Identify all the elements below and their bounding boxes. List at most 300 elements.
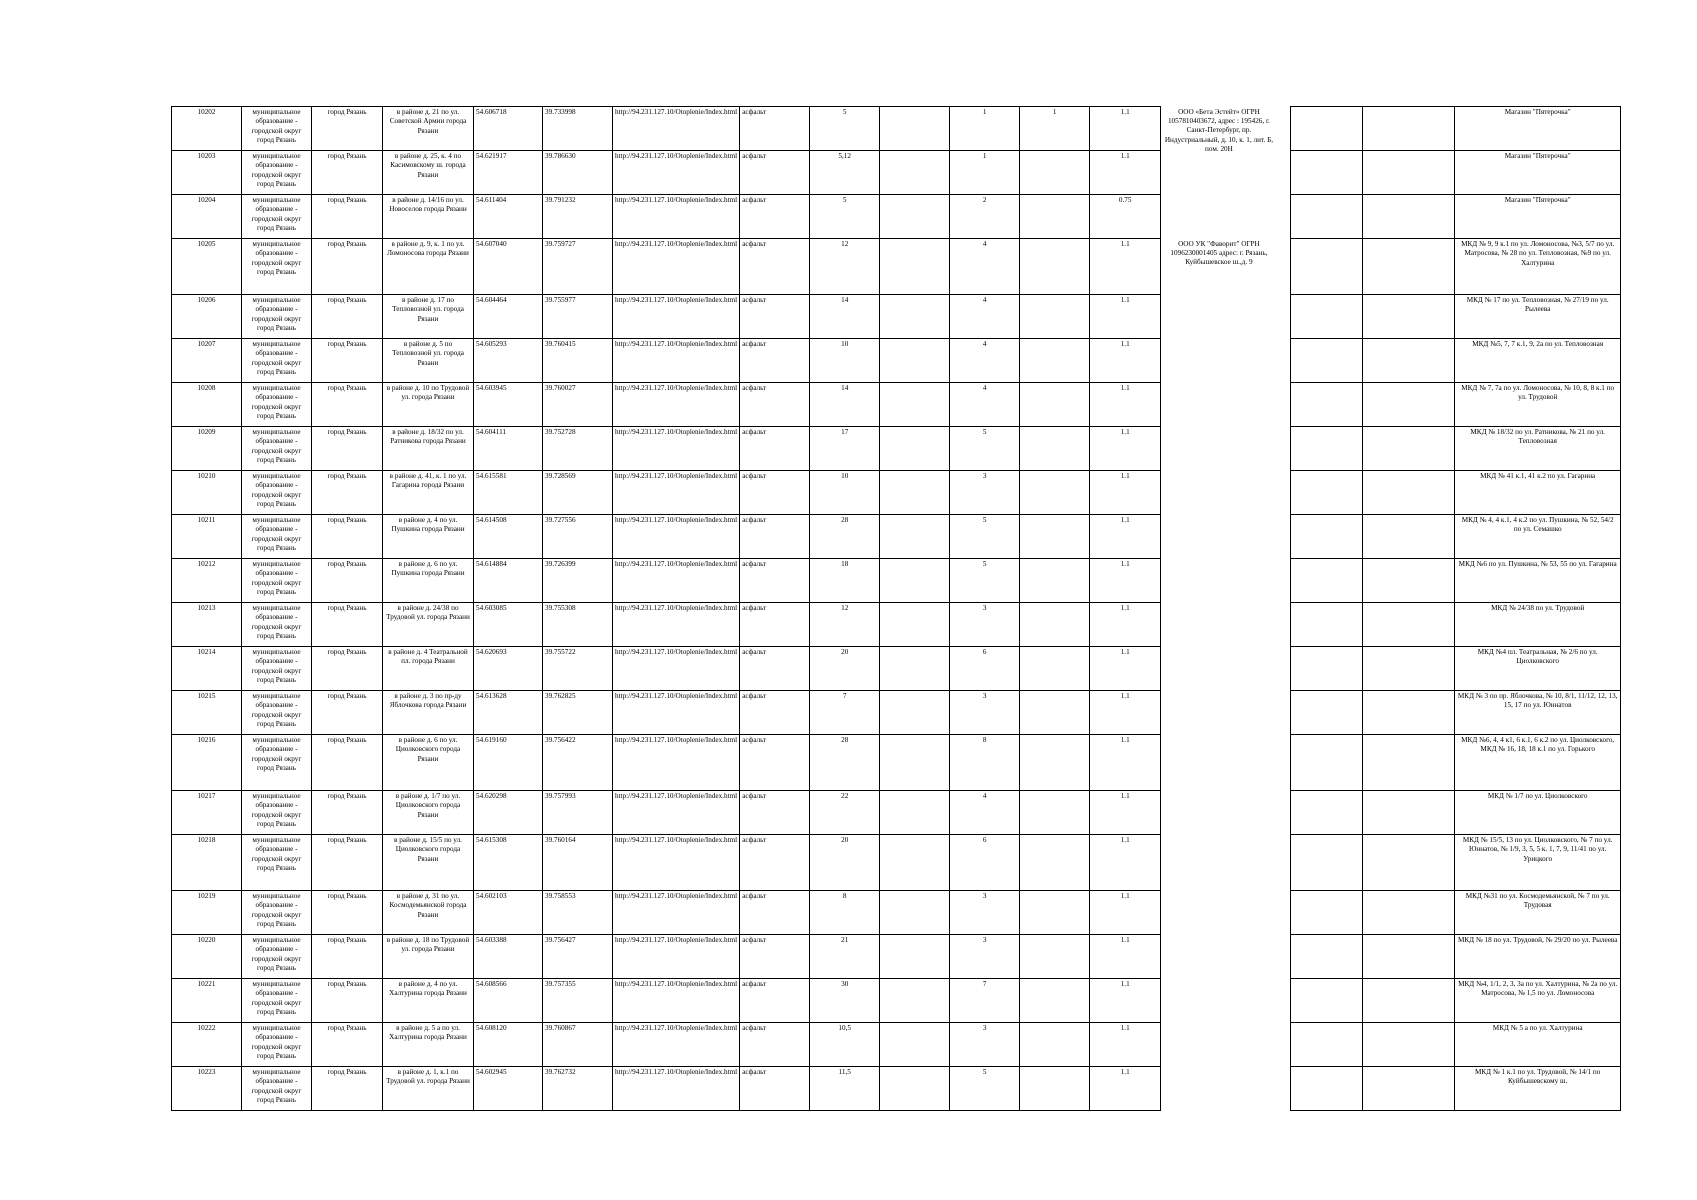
container-volume-cell: 1.1 <box>1090 1067 1161 1111</box>
container-volume-cell: 1.1 <box>1090 791 1161 835</box>
empty-cell <box>880 107 950 151</box>
empty-cell <box>1363 979 1455 1023</box>
longitude-cell: 39.760027 <box>543 383 613 427</box>
container-volume-cell: 1.1 <box>1090 471 1161 515</box>
area-cell: 20 <box>810 835 880 891</box>
address-cell: в районе д. 9, к. 1 по ул. Ломоносова города Рязани <box>383 239 474 295</box>
object-id-cell: 10222 <box>172 1023 242 1067</box>
extra-count-cell <box>1020 979 1090 1023</box>
waste-source-cell: МКД № 17 по ул. Тепловозная, № 27/19 по ул. Рылеева <box>1455 295 1621 339</box>
empty-cell <box>1363 151 1455 195</box>
waste-source-cell: МКД № 1 к.1 по ул. Трудовой, № 14/1 по Куйбышевскому ш. <box>1455 1067 1621 1111</box>
town-cell: город Рязань <box>312 935 383 979</box>
object-id-cell: 10223 <box>172 1067 242 1111</box>
municipality-cell: муниципальное образование - городской округ город Рязань <box>242 107 312 151</box>
latitude-cell: 54.604464 <box>474 295 543 339</box>
town-cell: город Рязань <box>312 791 383 835</box>
address-cell: в районе д. 15/5 по ул. Циолковского города Рязани <box>383 835 474 891</box>
object-id-cell: 10206 <box>172 295 242 339</box>
extra-count-cell <box>1020 835 1090 891</box>
surface-cell: асфальт <box>740 1023 810 1067</box>
waste-source-cell: МКД № 7, 7а по ул. Ломоносова, № 10, 8, 8 к.1 по ул. Трудовой <box>1455 383 1621 427</box>
latitude-cell: 54.615308 <box>474 835 543 891</box>
longitude-cell: 39.755308 <box>543 603 613 647</box>
table-row <box>172 1023 1621 1067</box>
extra-count-cell <box>1020 891 1090 935</box>
latitude-cell: 54.621917 <box>474 151 543 195</box>
container-volume-cell: 1.1 <box>1090 295 1161 339</box>
longitude-cell: 39.791232 <box>543 195 613 239</box>
object-id-cell: 10219 <box>172 891 242 935</box>
table-row <box>172 339 1621 383</box>
latitude-cell: 54.603085 <box>474 603 543 647</box>
waste-source-cell: МКД № 18/32 по ул. Ратникова, № 21 по ул. Тепловозная <box>1455 427 1621 471</box>
empty-cell <box>1291 427 1363 471</box>
empty-cell <box>1363 1067 1455 1111</box>
empty-cell <box>880 295 950 339</box>
address-cell: в районе д. 5 по Тепловозной ул. города Рязани <box>383 339 474 383</box>
object-id-cell: 10209 <box>172 427 242 471</box>
extra-count-cell <box>1020 559 1090 603</box>
empty-cell <box>1363 791 1455 835</box>
empty-cell <box>880 427 950 471</box>
empty-cell <box>1291 295 1363 339</box>
table-row <box>172 1067 1621 1111</box>
empty-cell <box>1363 107 1455 151</box>
empty-cell <box>1363 603 1455 647</box>
municipality-cell: муниципальное образование - городской округ город Рязань <box>242 603 312 647</box>
empty-cell <box>880 979 950 1023</box>
longitude-cell: 39.786630 <box>543 151 613 195</box>
extra-count-cell <box>1020 471 1090 515</box>
empty-cell <box>1291 735 1363 791</box>
column-gap <box>1277 107 1291 1111</box>
latitude-cell: 54.608120 <box>474 1023 543 1067</box>
longitude-cell: 39.759727 <box>543 239 613 295</box>
area-cell: 5 <box>810 195 880 239</box>
area-cell: 8 <box>810 891 880 935</box>
area-cell: 21 <box>810 935 880 979</box>
surface-cell: асфальт <box>740 107 810 151</box>
extra-count-cell <box>1020 295 1090 339</box>
area-cell: 11,5 <box>810 1067 880 1111</box>
object-id-cell: 10220 <box>172 935 242 979</box>
waste-source-cell: МКД №6, 4, 4 к1, 6 к.1, 6 к.2 по ул. Циолковского, МКД № 16, 18, 18 к.1 по ул. Горького <box>1455 735 1621 791</box>
empty-cell <box>1291 383 1363 427</box>
town-cell: город Рязань <box>312 195 383 239</box>
table-row <box>172 935 1621 979</box>
container-volume-cell: 0.75 <box>1090 195 1161 239</box>
town-cell: город Рязань <box>312 979 383 1023</box>
municipality-cell: муниципальное образование - городской округ город Рязань <box>242 471 312 515</box>
surface-cell: асфальт <box>740 295 810 339</box>
waste-source-cell: МКД № 18 по ул. Трудовой, № 29/20 по ул. Рылеева <box>1455 935 1621 979</box>
area-cell: 22 <box>810 791 880 835</box>
container-volume-cell: 1.1 <box>1090 559 1161 603</box>
url-cell: http://94.231.127.10/Otoplenie/Index.html <box>613 471 740 515</box>
empty-cell <box>1363 239 1455 295</box>
empty-cell <box>1363 1023 1455 1067</box>
container-count-cell: 7 <box>950 979 1020 1023</box>
empty-cell <box>1363 735 1455 791</box>
url-cell: http://94.231.127.10/Otoplenie/Index.html <box>613 935 740 979</box>
waste-source-cell: МКД № 5 а по ул. Халтурина <box>1455 1023 1621 1067</box>
container-volume-cell: 1.1 <box>1090 891 1161 935</box>
container-count-cell: 8 <box>950 735 1020 791</box>
surface-cell: асфальт <box>740 515 810 559</box>
empty-cell <box>1291 471 1363 515</box>
url-cell: http://94.231.127.10/Otoplenie/Index.html <box>613 1023 740 1067</box>
municipality-cell: муниципальное образование - городской округ город Рязань <box>242 339 312 383</box>
empty-cell <box>880 239 950 295</box>
latitude-cell: 54.620298 <box>474 791 543 835</box>
extra-count-cell <box>1020 383 1090 427</box>
surface-cell: асфальт <box>740 835 810 891</box>
municipality-cell: муниципальное образование - городской округ город Рязань <box>242 559 312 603</box>
longitude-cell: 39.755722 <box>543 647 613 691</box>
extra-count-cell <box>1020 515 1090 559</box>
empty-cell <box>1291 791 1363 835</box>
container-count-cell: 4 <box>950 339 1020 383</box>
waste-source-cell: МКД № 3 по пр. Яблочкова, № 10, 8/1, 11/12, 12, 13, 15, 17 по ул. Юннатов <box>1455 691 1621 735</box>
table-row <box>172 603 1621 647</box>
municipality-cell: муниципальное образование - городской округ город Рязань <box>242 427 312 471</box>
municipality-cell: муниципальное образование - городской округ город Рязань <box>242 295 312 339</box>
address-cell: в районе д. 17 по Тепловозной ул. города Рязани <box>383 295 474 339</box>
object-id-cell: 10202 <box>172 107 242 151</box>
object-id-cell: 10214 <box>172 647 242 691</box>
table-row <box>172 195 1621 239</box>
waste-source-cell: МКД № 1/7 по ул. Циолковского <box>1455 791 1621 835</box>
waste-source-cell: МКД № 4, 4 к.1, 4 к.2 по ул. Пушкина, № 52, 54/2 по ул. Семашко <box>1455 515 1621 559</box>
empty-cell <box>1291 195 1363 239</box>
surface-cell: асфальт <box>740 339 810 383</box>
empty-cell <box>880 691 950 735</box>
container-volume-cell: 1.1 <box>1090 339 1161 383</box>
longitude-cell: 39.760415 <box>543 339 613 383</box>
town-cell: город Рязань <box>312 1067 383 1111</box>
extra-count-cell <box>1020 195 1090 239</box>
area-cell: 10 <box>810 471 880 515</box>
area-cell: 17 <box>810 427 880 471</box>
table-row <box>172 471 1621 515</box>
address-cell: в районе д. 41, к. 1 по ул. Гагарина города Рязани <box>383 471 474 515</box>
town-cell: город Рязань <box>312 1023 383 1067</box>
object-id-cell: 10215 <box>172 691 242 735</box>
address-cell: в районе д. 1/7 по ул. Циолковского города Рязани <box>383 791 474 835</box>
area-cell: 30 <box>810 979 880 1023</box>
latitude-cell: 54.611404 <box>474 195 543 239</box>
waste-source-cell: МКД № 15/5, 13 по ул. Циолковского, № 7 по ул. Юннатов, № 1/9, 3, 5, 5 к. 1, 7, 9, 11/41 по ул. Урицкого <box>1455 835 1621 891</box>
empty-cell <box>880 647 950 691</box>
empty-cell <box>880 603 950 647</box>
empty-cell <box>880 1023 950 1067</box>
address-cell: в районе д. 14/16 по ул. Новоселов города Рязани <box>383 195 474 239</box>
extra-count-cell <box>1020 239 1090 295</box>
object-id-cell: 10216 <box>172 735 242 791</box>
waste-source-cell: МКД №5, 7, 7 к.1, 9, 2а по ул. Тепловозная <box>1455 339 1621 383</box>
url-cell: http://94.231.127.10/Otoplenie/Index.html <box>613 107 740 151</box>
url-cell: http://94.231.127.10/Otoplenie/Index.html <box>613 691 740 735</box>
empty-cell <box>1291 515 1363 559</box>
empty-cell <box>1291 339 1363 383</box>
town-cell: город Рязань <box>312 383 383 427</box>
municipality-cell: муниципальное образование - городской округ город Рязань <box>242 691 312 735</box>
town-cell: город Рязань <box>312 891 383 935</box>
container-count-cell: 3 <box>950 891 1020 935</box>
empty-cell <box>1363 339 1455 383</box>
table-row <box>172 295 1621 339</box>
empty-cell <box>1291 603 1363 647</box>
empty-cell <box>1291 935 1363 979</box>
municipality-cell: муниципальное образование - городской округ город Рязань <box>242 1067 312 1111</box>
container-count-cell: 4 <box>950 383 1020 427</box>
longitude-cell: 39.760164 <box>543 835 613 891</box>
empty-cell <box>880 339 950 383</box>
extra-count-cell <box>1020 1023 1090 1067</box>
address-cell: в районе д. 31 по ул. Космодемьянской города Рязани <box>383 891 474 935</box>
empty-cell <box>1363 835 1455 891</box>
extra-count-cell <box>1020 151 1090 195</box>
municipality-cell: муниципальное образование - городской округ город Рязань <box>242 791 312 835</box>
empty-cell <box>1291 979 1363 1023</box>
table-row <box>172 107 1621 151</box>
waste-source-cell: МКД № 24/38 по ул. Трудовой <box>1455 603 1621 647</box>
area-cell: 28 <box>810 515 880 559</box>
address-cell: в районе д. 1, к.1 по Трудовой ул. города Рязани <box>383 1067 474 1111</box>
latitude-cell: 54.614884 <box>474 559 543 603</box>
empty-cell <box>1291 647 1363 691</box>
empty-cell <box>1363 647 1455 691</box>
container-count-cell: 3 <box>950 471 1020 515</box>
container-volume-cell: 1.1 <box>1090 691 1161 735</box>
longitude-cell: 39.758553 <box>543 891 613 935</box>
surface-cell: асфальт <box>740 891 810 935</box>
container-volume-cell: 1.1 <box>1090 979 1161 1023</box>
longitude-cell: 39.762825 <box>543 691 613 735</box>
municipality-cell: муниципальное образование - городской округ город Рязань <box>242 1023 312 1067</box>
waste-source-cell: МКД №31 по ул. Космодемьянской, № 7 по ул. Трудовая <box>1455 891 1621 935</box>
address-cell: в районе д. 3 по пр-ду Яблочкова города Рязани <box>383 691 474 735</box>
table-row <box>172 835 1621 891</box>
object-id-cell: 10213 <box>172 603 242 647</box>
empty-cell <box>1291 835 1363 891</box>
container-count-cell: 5 <box>950 559 1020 603</box>
surface-cell: асфальт <box>740 195 810 239</box>
town-cell: город Рязань <box>312 151 383 195</box>
waste-source-cell: Магазин "Пятерочка" <box>1455 151 1621 195</box>
extra-count-cell: 1 <box>1020 107 1090 151</box>
municipality-cell: муниципальное образование - городской округ город Рязань <box>242 891 312 935</box>
longitude-cell: 39.726399 <box>543 559 613 603</box>
url-cell: http://94.231.127.10/Otoplenie/Index.html <box>613 383 740 427</box>
empty-cell <box>1363 891 1455 935</box>
container-count-cell: 4 <box>950 239 1020 295</box>
latitude-cell: 54.603945 <box>474 383 543 427</box>
latitude-cell: 54.620693 <box>474 647 543 691</box>
empty-cell <box>1363 427 1455 471</box>
longitude-cell: 39.752728 <box>543 427 613 471</box>
waste-source-cell: МКД №4, 1/1, 2, 3, 3а по ул. Халтурина, № 2а по ул. Матросова, № 1,5 по ул. Ломоносова <box>1455 979 1621 1023</box>
table-row <box>172 791 1621 835</box>
empty-cell <box>1291 891 1363 935</box>
municipality-cell: муниципальное образование - городской округ город Рязань <box>242 239 312 295</box>
empty-cell <box>1363 195 1455 239</box>
empty-cell <box>880 791 950 835</box>
table-row <box>172 239 1621 295</box>
container-count-cell: 3 <box>950 691 1020 735</box>
empty-cell <box>880 835 950 891</box>
container-volume-cell: 1.1 <box>1090 427 1161 471</box>
extra-count-cell <box>1020 791 1090 835</box>
extra-count-cell <box>1020 427 1090 471</box>
town-cell: город Рязань <box>312 691 383 735</box>
waste-source-cell: Магазин "Пятерочка" <box>1455 195 1621 239</box>
address-cell: в районе д. 4 Театральной пл. города Рязани <box>383 647 474 691</box>
area-cell: 12 <box>810 239 880 295</box>
town-cell: город Рязань <box>312 647 383 691</box>
waste-source-cell: МКД № 9, 9 к.1 по ул. Ломоносова, №3, 5/7 по ул. Матросова, № 28 по ул. Тепловозная, №9 по ул. Халтурина <box>1455 239 1621 295</box>
url-cell: http://94.231.127.10/Otoplenie/Index.html <box>613 891 740 935</box>
surface-cell: асфальт <box>740 979 810 1023</box>
table-row <box>172 427 1621 471</box>
town-cell: город Рязань <box>312 471 383 515</box>
container-volume-cell: 1.1 <box>1090 1023 1161 1067</box>
url-cell: http://94.231.127.10/Otoplenie/Index.html <box>613 427 740 471</box>
empty-cell <box>1363 295 1455 339</box>
empty-cell <box>1363 691 1455 735</box>
container-count-cell: 4 <box>950 295 1020 339</box>
empty-cell <box>1363 515 1455 559</box>
extra-count-cell <box>1020 735 1090 791</box>
extra-count-cell <box>1020 339 1090 383</box>
object-id-cell: 10208 <box>172 383 242 427</box>
container-count-cell: 5 <box>950 427 1020 471</box>
waste-source-cell: МКД №4 пл. Театральная, № 2/6 по ул. Циолковского <box>1455 647 1621 691</box>
latitude-cell: 54.603388 <box>474 935 543 979</box>
area-cell: 28 <box>810 735 880 791</box>
address-cell: в районе д. 10 по Трудовой ул. города Рязани <box>383 383 474 427</box>
longitude-cell: 39.760867 <box>543 1023 613 1067</box>
url-cell: http://94.231.127.10/Otoplenie/Index.html <box>613 1067 740 1111</box>
area-cell: 14 <box>810 295 880 339</box>
container-count-cell: 5 <box>950 515 1020 559</box>
object-id-cell: 10205 <box>172 239 242 295</box>
table-row <box>172 691 1621 735</box>
surface-cell: асфальт <box>740 239 810 295</box>
surface-cell: асфальт <box>740 559 810 603</box>
url-cell: http://94.231.127.10/Otoplenie/Index.html <box>613 647 740 691</box>
url-cell: http://94.231.127.10/Otoplenie/Index.html <box>613 559 740 603</box>
municipality-cell: муниципальное образование - городской округ город Рязань <box>242 735 312 791</box>
object-id-cell: 10218 <box>172 835 242 891</box>
container-count-cell: 1 <box>950 107 1020 151</box>
table-row <box>172 559 1621 603</box>
empty-cell <box>1291 151 1363 195</box>
container-count-cell: 1 <box>950 151 1020 195</box>
empty-cell <box>1291 107 1363 151</box>
object-id-cell: 10210 <box>172 471 242 515</box>
object-id-cell: 10212 <box>172 559 242 603</box>
table-row <box>172 979 1621 1023</box>
owner-cell: ООО «Бета Эстейт» ОГРН 1057810403672, адрес : 195426, г. Санкт-Петербург, пр. Индустриальный, д. 10, к. 1, лит. Б, пом. 20Н <box>1164 107 1274 153</box>
area-cell: 5 <box>810 107 880 151</box>
container-count-cell: 2 <box>950 195 1020 239</box>
latitude-cell: 54.607040 <box>474 239 543 295</box>
surface-cell: асфальт <box>740 151 810 195</box>
object-id-cell: 10217 <box>172 791 242 835</box>
surface-cell: асфальт <box>740 603 810 647</box>
address-cell: в районе д. 4 по ул. Халтурина города Рязани <box>383 979 474 1023</box>
empty-cell <box>1363 471 1455 515</box>
address-cell: в районе д. 6 по ул. Циолковского города Рязани <box>383 735 474 791</box>
waste-source-cell: МКД №6 по ул. Пушкина, № 53, 55 по ул. Гагарина <box>1455 559 1621 603</box>
latitude-cell: 54.602945 <box>474 1067 543 1111</box>
empty-cell <box>880 471 950 515</box>
container-count-cell: 3 <box>950 1023 1020 1067</box>
latitude-cell: 54.605293 <box>474 339 543 383</box>
surface-cell: асфальт <box>740 735 810 791</box>
owner-cell: ООО УК "Фаворит" ОГРН 1096230001405 адрес: г. Рязань, Куйбышевское ш.,д. 9 <box>1170 239 1268 267</box>
longitude-cell: 39.756422 <box>543 735 613 791</box>
area-cell: 10,5 <box>810 1023 880 1067</box>
url-cell: http://94.231.127.10/Otoplenie/Index.html <box>613 515 740 559</box>
object-id-cell: 10221 <box>172 979 242 1023</box>
surface-cell: асфальт <box>740 647 810 691</box>
url-cell: http://94.231.127.10/Otoplenie/Index.html <box>613 239 740 295</box>
object-id-cell: 10203 <box>172 151 242 195</box>
latitude-cell: 54.604111 <box>474 427 543 471</box>
empty-cell <box>1363 383 1455 427</box>
container-volume-cell: 1.1 <box>1090 239 1161 295</box>
latitude-cell: 54.613628 <box>474 691 543 735</box>
empty-cell <box>1291 239 1363 295</box>
data-table <box>171 106 1621 1111</box>
town-cell: город Рязань <box>312 239 383 295</box>
address-cell: в районе д. 5 а по ул. Халтурина города Рязани <box>383 1023 474 1067</box>
town-cell: город Рязань <box>312 735 383 791</box>
latitude-cell: 54.619160 <box>474 735 543 791</box>
object-id-cell: 10207 <box>172 339 242 383</box>
table-row <box>172 735 1621 791</box>
object-id-cell: 10204 <box>172 195 242 239</box>
empty-cell <box>880 935 950 979</box>
town-cell: город Рязань <box>312 295 383 339</box>
surface-cell: асфальт <box>740 791 810 835</box>
object-id-cell: 10211 <box>172 515 242 559</box>
municipality-cell: муниципальное образование - городской округ город Рязань <box>242 647 312 691</box>
extra-count-cell <box>1020 603 1090 647</box>
surface-cell: асфальт <box>740 935 810 979</box>
url-cell: http://94.231.127.10/Otoplenie/Index.html <box>613 339 740 383</box>
address-cell: в районе д. 21 по ул. Советской Армии города Рязани <box>383 107 474 151</box>
area-cell: 10 <box>810 339 880 383</box>
address-cell: в районе д. 24/38 по Трудовой ул. города Рязани <box>383 603 474 647</box>
table-row <box>172 891 1621 935</box>
container-count-cell: 6 <box>950 835 1020 891</box>
container-count-cell: 6 <box>950 647 1020 691</box>
town-cell: город Рязань <box>312 515 383 559</box>
municipality-cell: муниципальное образование - городской округ город Рязань <box>242 195 312 239</box>
address-cell: в районе д. 18 по Трудовой ул. города Рязани <box>383 935 474 979</box>
address-cell: в районе д. 6 по ул. Пушкина города Рязани <box>383 559 474 603</box>
area-cell: 12 <box>810 603 880 647</box>
url-cell: http://94.231.127.10/Otoplenie/Index.html <box>613 835 740 891</box>
area-cell: 20 <box>810 647 880 691</box>
area-cell: 7 <box>810 691 880 735</box>
url-cell: http://94.231.127.10/Otoplenie/Index.html <box>613 735 740 791</box>
container-volume-cell: 1.1 <box>1090 515 1161 559</box>
